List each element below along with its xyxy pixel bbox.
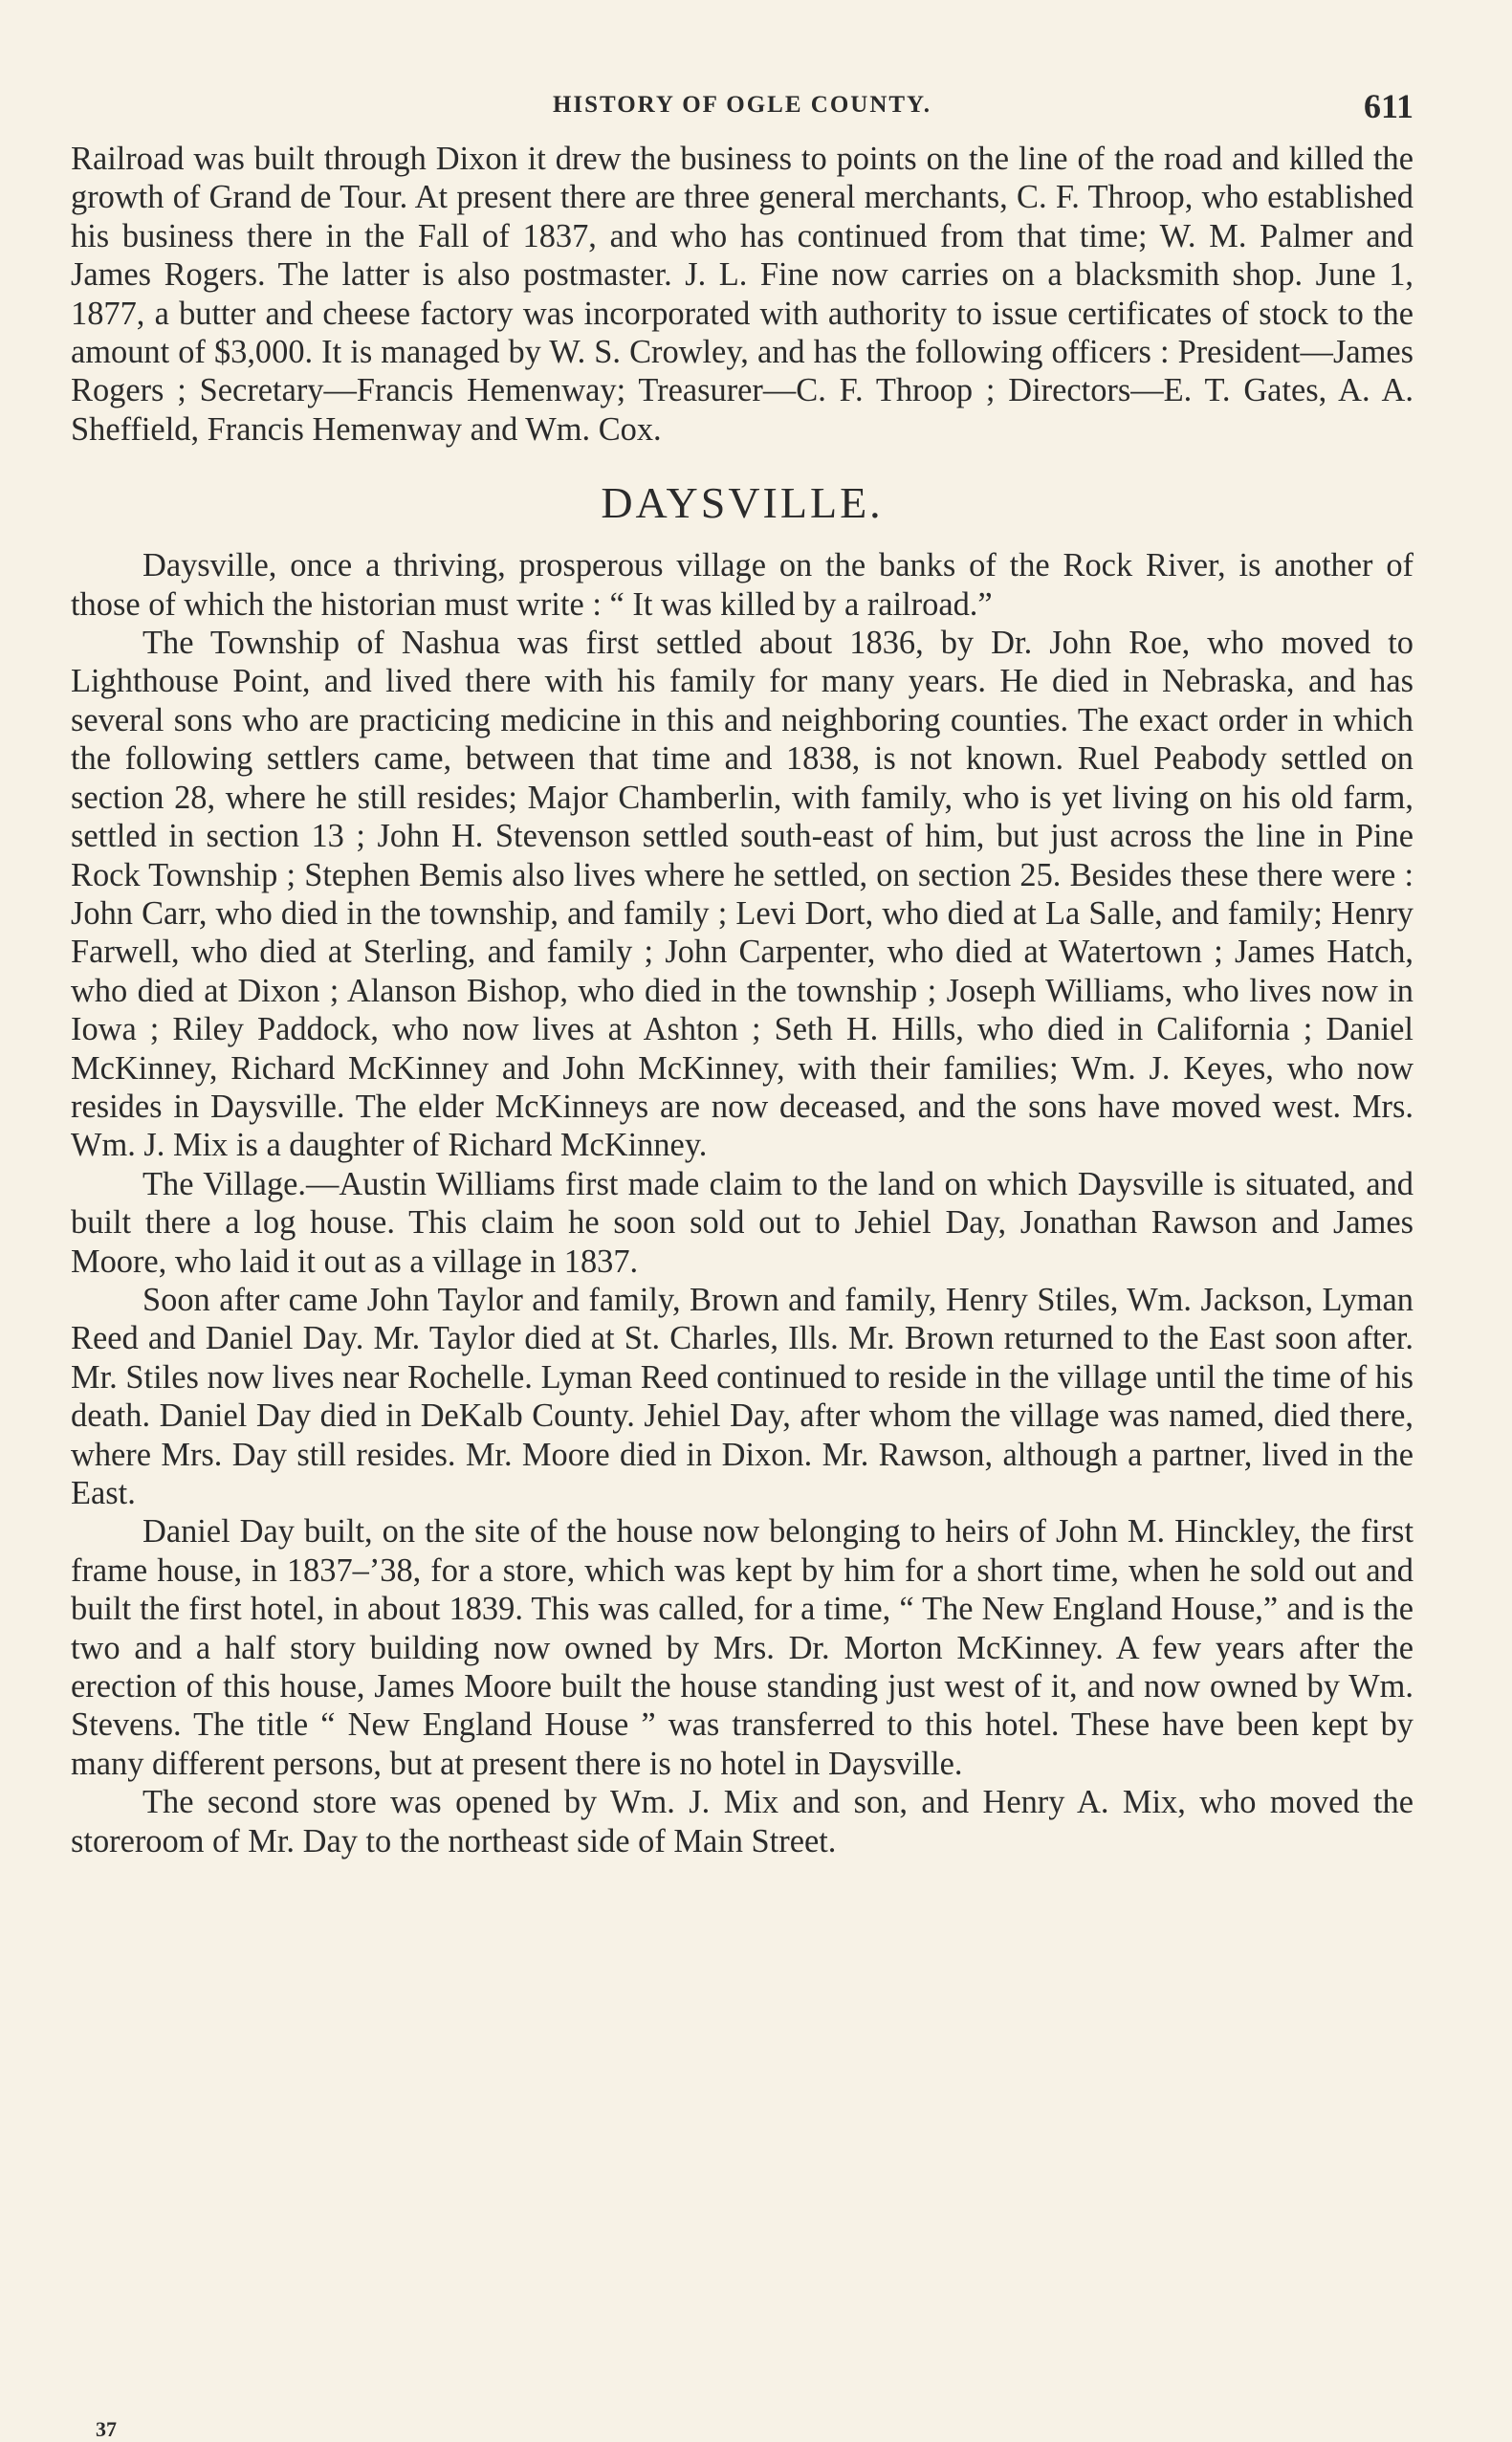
section-heading: DAYSVILLE. <box>601 478 884 528</box>
signature-mark: 37 <box>96 2417 117 2441</box>
page-number: 611 <box>1363 87 1413 125</box>
paragraph: The Village.—Austin Williams first made claim to the land on which Daysville is situated, and built there a log house. This claim he soon sold out to Jehiel Day, Jonathan Rawson and James Moore, who laid it out as a village in 1837. <box>71 1165 1413 1280</box>
running-title: HISTORY OF OGLE COUNTY. <box>552 92 932 118</box>
running-head <box>71 82 1413 140</box>
paragraph: The second store was opened by Wm. J. Mix and son, and Henry A. Mix, who moved the storeroom of Mr. Day to the northeast side of Main Street. <box>71 1784 1413 1859</box>
paragraph: Soon after came John Taylor and family, Brown and family, Henry Stiles, Wm. Jackson, Lyman Reed and Daniel Day. Mr. Taylor died at St. Charles, Ills. Mr. Brown returned to the East soon after. Mr. Stiles now lives near Rochelle. Lyman Reed continued to reside in the village until the time of his death. Daniel Day died in DeKalb County. Jehiel Day, after whom the village was named, died there, where Mrs. Day still resides. Mr. Moore died in Dixon. Mr. Rawson, although a partner, lived in the East. <box>71 1281 1413 1511</box>
paragraph: Daniel Day built, on the site of the house now belonging to heirs of John M. Hinckley, the first frame house, in 1837–’38, for a store, which was kept by him for a short time, when he sold out and built the first hotel, in about 1839. This was called, for a time, “ The New England House,” and is the two and a half story building now owned by Mrs. Dr. Morton McKinney. A few years after the erection of this house, James Moore built the house standing just west of it, and now owned by Wm. Stevens. The title “ New England House ” was transferred to this hotel. These have been kept by many different persons, but at present there is no hotel in Daysville. <box>71 1513 1413 1782</box>
paragraph: The Township of Nashua was first settled about 1836, by Dr. John Roe, who moved to Lighthouse Point, and lived there with his family for many years. He died in Nebraska, and has several sons who are practicing medicine in this and neighboring counties. The exact order in which the following settlers came, between that time and 1838, is not known. Ruel Peabody settled on section 28, where he still resides; Major Chamberlin, with family, who is yet living on his old farm, settled in section 13 ; John H. Stevenson settled south-east of him, but just across the line in Pine Rock Township ; Stephen Bemis also lives where he settled, on section 25. Besides these there were : John Carr, who died in the township, and family ; Levi Dort, who died at La Salle, and family; Henry Farwell, who died at Sterling, and family ; John Carpenter, who died at Watertown ; James Hatch, who died at Dixon ; Alanson Bishop, who died in the township ; Joseph Williams, who lives now in Iowa ; Riley Paddock, who now lives at Ashton ; Seth H. Hills, who died in California ; Daniel McKinney, Richard McKinney and John McKinney, with their families; Wm. J. Keyes, who now resides in Daysville. The elder McKinneys are now deceased, and the sons have moved west. Mrs. Wm. J. Mix is a daughter of Richard McKinney. <box>71 625 1413 1164</box>
page <box>71 82 1413 1860</box>
paragraph-grand-de-tour: Railroad was built through Dixon it drew the business to points on the line of the road and killed the growth of Grand de Tour. At present there are three general merchants, C. F. Throop, who established his business there in the Fall of 1837, and who has continued from that time; W. M. Palmer and James Rogers. The latter is also postmaster. J. L. Fine now carries on a blacksmith shop. June 1, 1877, a butter and cheese factory was incorporated with authority to issue certificates of stock to the amount of $3,000. It is managed by W. S. Crowley, and has the following officers : President—James Rogers ; Secretary—Francis Hemenway; Treasurer—C. F. Throop ; Directors—E. T. Gates, A. A. Sheffield, Francis Hemenway and Wm. Cox. <box>71 141 1413 448</box>
paragraph: Daysville, once a thriving, prosperous village on the banks of the Rock River, is another of those of which the historian must write : “ It was killed by a railroad.” <box>71 547 1413 623</box>
